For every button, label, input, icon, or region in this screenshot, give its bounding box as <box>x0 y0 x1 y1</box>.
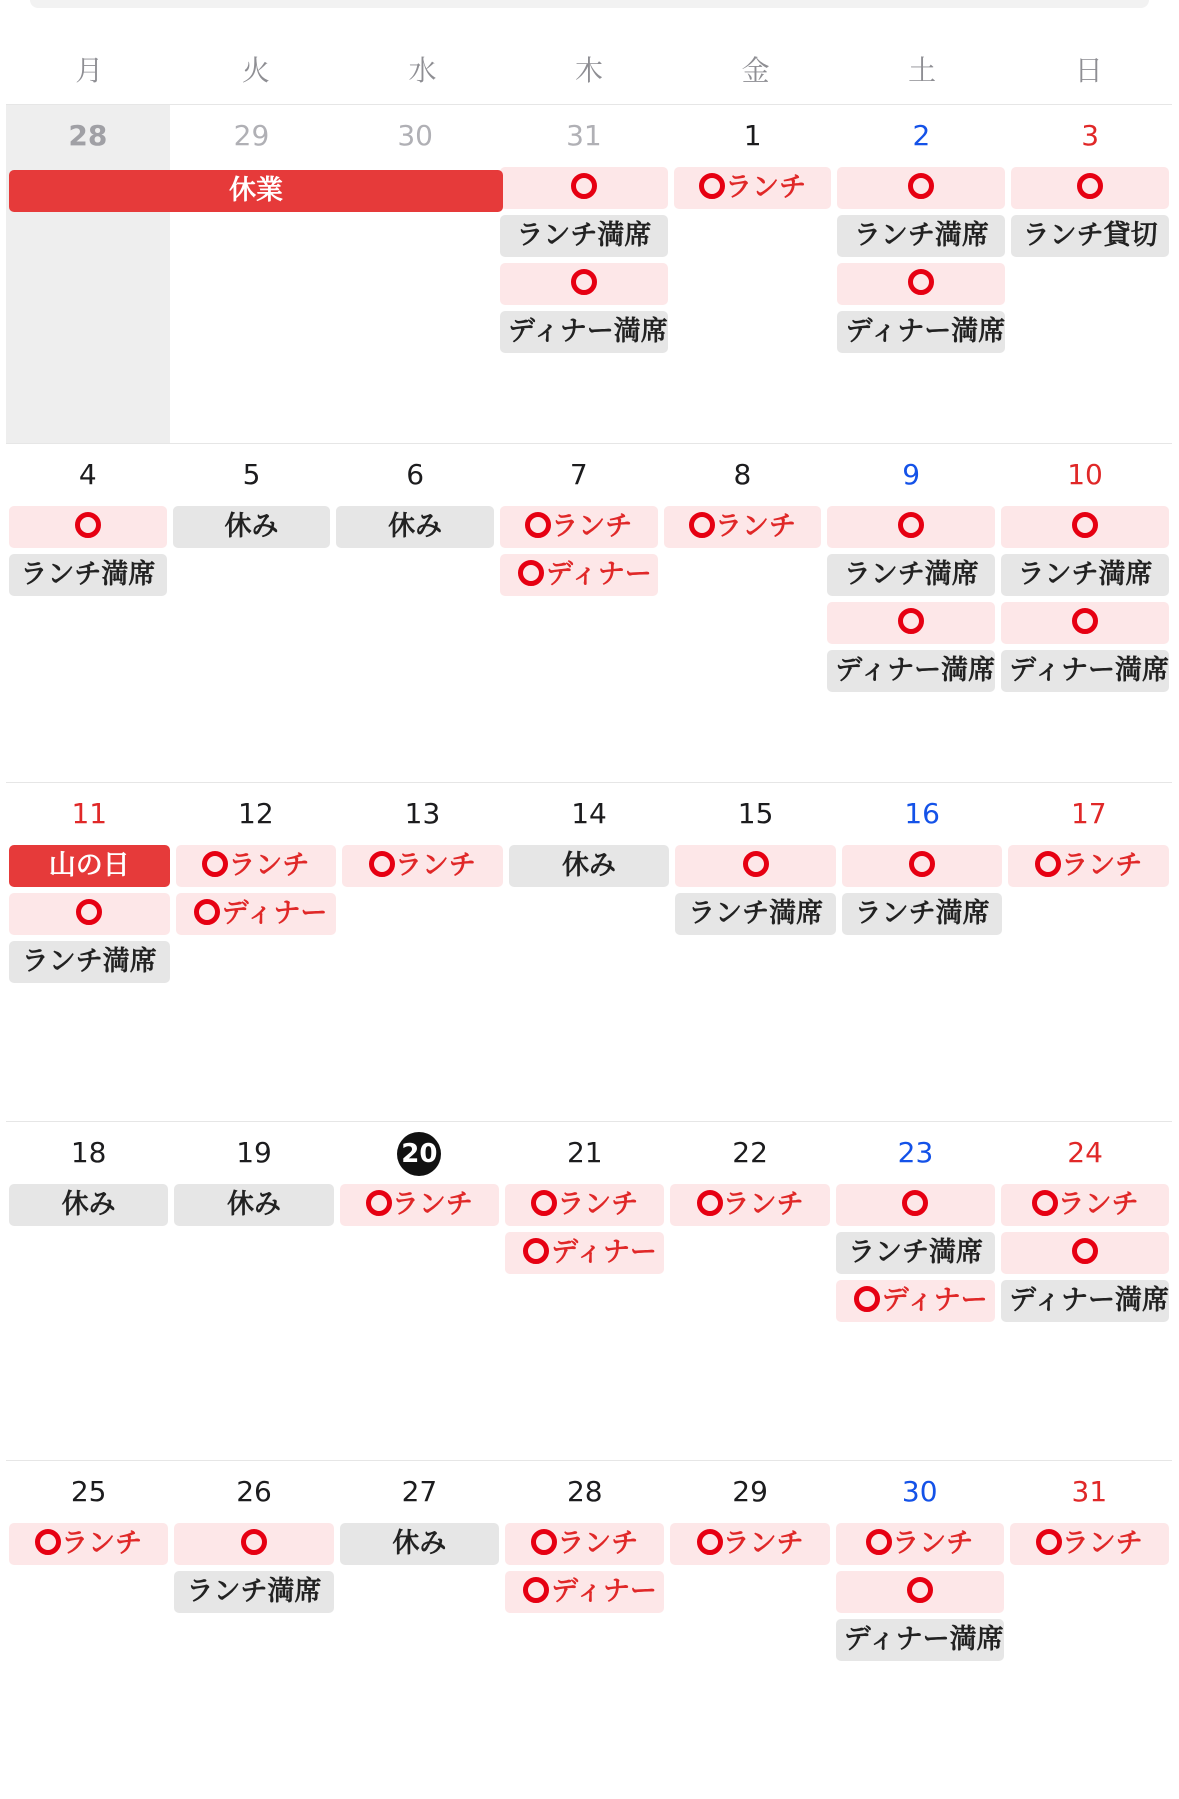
circle-icon <box>1035 851 1061 877</box>
day-number: 27 <box>401 1475 438 1508</box>
weekday-sun: 日 <box>1074 54 1103 87</box>
circle-icon <box>241 1529 267 1555</box>
status-chip[interactable] <box>1011 215 1169 257</box>
day-cell[interactable] <box>170 105 334 443</box>
chip-label: ランチ満席 <box>21 946 157 977</box>
status-chip[interactable] <box>500 215 668 257</box>
chip-label: 休み <box>388 511 443 542</box>
circle-icon <box>1072 512 1098 538</box>
day-events <box>6 1184 171 1226</box>
day-events <box>497 167 671 353</box>
day-number: 21 <box>566 1136 603 1169</box>
status-chip[interactable] <box>509 845 670 887</box>
weekday-sat: 土 <box>908 54 937 87</box>
chip-label: ランチ <box>722 1189 804 1220</box>
status-chip[interactable] <box>9 1184 168 1226</box>
day-events <box>834 167 1008 353</box>
chip-label: ディナー満席 <box>1009 655 1169 686</box>
day-number: 31 <box>566 119 602 152</box>
chip-label: ディナー <box>221 898 328 929</box>
calendar-week <box>6 443 1172 782</box>
circle-icon <box>525 512 551 538</box>
weekday-wed: 水 <box>408 54 437 87</box>
chip-label: ディナー満席 <box>845 316 1006 347</box>
day-events <box>506 845 673 887</box>
availability-chip[interactable] <box>670 1523 829 1565</box>
availability-chip[interactable] <box>505 1571 664 1613</box>
availability-chip[interactable] <box>664 506 822 548</box>
availability-chip[interactable] <box>836 1523 1004 1565</box>
availability-chip[interactable] <box>176 893 337 935</box>
status-chip[interactable] <box>336 506 494 548</box>
day-cell[interactable] <box>502 1122 667 1460</box>
day-cell[interactable] <box>661 444 825 782</box>
chip-label: ランチ満席 <box>1017 559 1153 590</box>
status-chip[interactable] <box>173 506 331 548</box>
day-events <box>824 506 998 692</box>
status-chip[interactable] <box>836 1619 1004 1661</box>
day-cell[interactable] <box>502 1461 667 1799</box>
day-events <box>337 1184 502 1226</box>
availability-chip[interactable] <box>836 1571 1004 1613</box>
weekday-header <box>6 40 1172 102</box>
day-events <box>833 1184 998 1322</box>
chip-label: 休み <box>61 1189 116 1220</box>
day-events <box>998 1184 1172 1322</box>
day-events <box>839 845 1006 935</box>
day-number: 10 <box>1067 458 1103 491</box>
day-events <box>6 1523 171 1565</box>
circle-icon <box>518 560 544 586</box>
day-number: 25 <box>70 1475 107 1508</box>
day-cell[interactable] <box>1007 1461 1172 1799</box>
availability-chip[interactable] <box>1001 506 1169 548</box>
day-number: 16 <box>904 797 940 830</box>
circle-icon <box>531 1190 557 1216</box>
status-chip[interactable] <box>1001 1280 1169 1322</box>
circle-icon <box>898 608 924 634</box>
chip-label: ランチ <box>394 850 476 881</box>
availability-chip[interactable] <box>1001 1184 1169 1226</box>
day-number: 30 <box>397 119 433 152</box>
availability-chip[interactable] <box>505 1523 664 1565</box>
day-cell[interactable] <box>333 444 497 782</box>
day-number: 12 <box>238 797 274 830</box>
status-chip[interactable] <box>1001 554 1169 596</box>
availability-chip[interactable] <box>505 1184 664 1226</box>
availability-chip[interactable] <box>837 167 1005 209</box>
chip-label: ランチ満席 <box>516 220 652 251</box>
availability-chip[interactable] <box>9 1523 168 1565</box>
day-events <box>502 1523 667 1613</box>
status-chip[interactable] <box>174 1571 333 1613</box>
day-events <box>998 506 1172 692</box>
holiday-chip[interactable] <box>9 845 170 887</box>
circle-icon <box>1072 608 1098 634</box>
top-handle-strip <box>30 0 1149 8</box>
day-number: 1 <box>743 119 762 152</box>
chip-label: ランチ満席 <box>20 559 156 590</box>
status-chip[interactable] <box>1001 650 1169 692</box>
chip-label: ランチ <box>557 1528 639 1559</box>
day-number: 7 <box>569 458 588 491</box>
circle-icon <box>76 899 102 925</box>
day-number: 5 <box>242 458 261 491</box>
chip-label: ランチ満席 <box>853 220 989 251</box>
day-cell[interactable] <box>6 783 173 1121</box>
circle-icon <box>909 851 935 877</box>
availability-chip[interactable] <box>674 167 832 209</box>
weekday-fri: 金 <box>741 54 770 87</box>
circle-icon <box>35 1529 61 1555</box>
status-chip[interactable] <box>500 311 668 353</box>
weekday-thu: 木 <box>575 54 604 87</box>
day-number: 29 <box>732 1475 768 1508</box>
day-cell[interactable] <box>824 444 998 782</box>
status-chip[interactable] <box>9 941 170 983</box>
chip-label: ランチ満席 <box>186 1576 322 1607</box>
availability-chip[interactable] <box>340 1184 499 1226</box>
day-cell[interactable] <box>497 105 671 443</box>
availability-chip[interactable] <box>342 845 503 887</box>
availability-chip[interactable] <box>174 1523 333 1565</box>
day-events <box>661 506 825 548</box>
circle-icon <box>366 1190 392 1216</box>
day-number: 22 <box>732 1136 768 1169</box>
circle-icon <box>689 512 715 538</box>
circle-icon <box>1072 1238 1098 1264</box>
status-chip[interactable] <box>827 554 995 596</box>
chip-label: ディナー <box>551 1237 657 1268</box>
day-events <box>1008 167 1172 257</box>
chip-label: ランチ満席 <box>847 1237 983 1268</box>
availability-chip[interactable] <box>500 167 668 209</box>
circle-icon <box>898 512 924 538</box>
status-chip[interactable] <box>837 215 1005 257</box>
circle-icon <box>866 1529 892 1555</box>
status-chip[interactable] <box>836 1232 995 1274</box>
status-chip[interactable] <box>174 1184 333 1226</box>
availability-chip[interactable] <box>9 506 167 548</box>
day-events <box>173 845 340 935</box>
day-number: 28 <box>68 119 108 152</box>
availability-chip[interactable] <box>1001 1232 1169 1274</box>
day-number: 19 <box>236 1136 272 1169</box>
circle-icon <box>1036 1529 1062 1555</box>
status-chip[interactable] <box>675 893 836 935</box>
availability-chip[interactable] <box>500 506 658 548</box>
day-cell[interactable] <box>6 1122 171 1460</box>
chip-label: ランチ満席 <box>854 898 990 929</box>
day-number: 24 <box>1067 1136 1103 1169</box>
availability-chip[interactable] <box>1008 845 1169 887</box>
day-events <box>171 1523 336 1613</box>
chip-label: 休み <box>562 850 617 881</box>
availability-chip[interactable] <box>827 506 995 548</box>
day-events <box>667 1184 832 1226</box>
day-number: 29 <box>233 119 270 152</box>
circle-icon <box>1032 1190 1058 1216</box>
chip-label: ディナー満席 <box>507 316 668 347</box>
day-cell[interactable] <box>833 1122 998 1460</box>
availability-chip[interactable] <box>837 263 1005 305</box>
weekday-tue: 火 <box>241 54 270 87</box>
day-events <box>672 845 839 935</box>
circle-icon <box>523 1238 549 1264</box>
day-number: 23 <box>897 1136 934 1169</box>
day-cell[interactable] <box>998 444 1172 782</box>
chip-label: ランチ <box>722 1528 804 1559</box>
availability-chip[interactable] <box>670 1184 829 1226</box>
circle-icon <box>531 1529 557 1555</box>
status-chip[interactable] <box>9 554 167 596</box>
status-chip[interactable] <box>837 311 1005 353</box>
day-cell[interactable] <box>672 783 839 1121</box>
day-cell[interactable] <box>337 1122 502 1460</box>
circle-icon <box>369 851 395 877</box>
day-events <box>502 1184 667 1274</box>
day-cell[interactable] <box>1005 783 1172 1121</box>
day-cell[interactable] <box>173 783 340 1121</box>
chip-label: ランチ満席 <box>688 898 824 929</box>
chip-label: 休み <box>224 511 279 542</box>
day-events <box>171 1184 336 1226</box>
day-cell[interactable] <box>667 1122 832 1460</box>
day-events <box>6 506 170 596</box>
day-events <box>337 1523 502 1565</box>
chip-label: ランチ <box>557 1189 639 1220</box>
day-events <box>671 167 835 209</box>
chip-label: ディナー <box>551 1576 657 1607</box>
day-number <box>337 1122 502 1184</box>
chip-label: ディナー満席 <box>1009 1285 1169 1316</box>
day-events <box>6 845 173 983</box>
day-cell[interactable] <box>333 105 497 443</box>
day-cell[interactable] <box>339 783 506 1121</box>
day-number: 17 <box>1070 797 1107 830</box>
calendar-grid <box>6 104 1172 1799</box>
chip-label: ランチ <box>391 1189 473 1220</box>
day-cell[interactable] <box>171 1461 336 1799</box>
availability-chip[interactable] <box>1011 167 1169 209</box>
chip-label: ランチ <box>551 511 633 542</box>
calendar-week <box>6 1460 1172 1799</box>
day-number: 9 <box>902 458 921 491</box>
circle-icon <box>194 899 220 925</box>
day-events <box>1007 1523 1172 1565</box>
circle-icon <box>697 1529 723 1555</box>
day-events <box>339 845 506 887</box>
day-number: 28 <box>566 1475 603 1508</box>
circle-icon <box>854 1286 880 1312</box>
day-cell[interactable] <box>506 783 673 1121</box>
circle-icon <box>571 269 597 295</box>
availability-chip[interactable] <box>500 263 668 305</box>
status-chip[interactable] <box>340 1523 499 1565</box>
day-cell[interactable] <box>1008 105 1172 443</box>
closed-period-bar[interactable]: 休業 <box>9 170 503 212</box>
chip-label: ランチ満席 <box>843 559 979 590</box>
chip-label: ランチ <box>228 850 310 881</box>
day-cell[interactable] <box>998 1122 1172 1460</box>
day-number: 14 <box>571 797 607 830</box>
chip-label: ディナー <box>881 1285 988 1316</box>
circle-icon <box>75 512 101 538</box>
day-cell[interactable] <box>834 105 1008 443</box>
circle-icon <box>571 173 597 199</box>
day-number: 26 <box>236 1475 272 1508</box>
day-events <box>1005 845 1172 887</box>
chip-label: ランチ貸切 <box>1022 220 1158 251</box>
availability-chip[interactable] <box>500 554 658 596</box>
day-cell[interactable] <box>171 1122 336 1460</box>
weekday-mon: 月 <box>75 54 104 87</box>
circle-icon <box>902 1190 928 1216</box>
calendar-week <box>6 782 1172 1121</box>
chip-label: 休み <box>392 1528 447 1559</box>
day-cell[interactable] <box>833 1461 1007 1799</box>
day-events <box>170 506 334 548</box>
chip-label: ランチ <box>61 1528 143 1559</box>
chip-label: ディナー満席 <box>835 655 996 686</box>
day-cell[interactable] <box>839 783 1006 1121</box>
day-events <box>833 1523 1007 1661</box>
day-number: 2 <box>912 119 931 152</box>
day-number: 13 <box>404 797 441 830</box>
circle-icon <box>1077 173 1103 199</box>
day-cell[interactable] <box>667 1461 832 1799</box>
day-number: 15 <box>737 797 774 830</box>
circle-icon <box>908 269 934 295</box>
day-number: 3 <box>1081 119 1100 152</box>
chip-label: 休み <box>227 1189 282 1220</box>
availability-chip[interactable] <box>836 1280 995 1322</box>
availability-chip[interactable] <box>842 845 1003 887</box>
chip-label: ランチ <box>1057 1189 1139 1220</box>
circle-icon <box>743 851 769 877</box>
chip-label: ランチ <box>1061 850 1143 881</box>
chip-label: 山の日 <box>48 850 130 881</box>
status-chip[interactable] <box>842 893 1003 935</box>
day-number: 18 <box>70 1136 107 1169</box>
circle-icon <box>699 173 725 199</box>
chip-label: ランチ <box>1061 1528 1143 1559</box>
circle-icon <box>697 1190 723 1216</box>
day-cell[interactable] <box>497 444 661 782</box>
availability-chip[interactable] <box>827 602 995 644</box>
day-number: 4 <box>78 458 97 491</box>
day-number: 8 <box>733 458 752 491</box>
today-marker: 20 <box>397 1132 441 1176</box>
day-events <box>497 506 661 596</box>
day-cell[interactable] <box>6 105 170 443</box>
availability-chip[interactable] <box>1001 602 1169 644</box>
day-cell[interactable] <box>6 444 170 782</box>
day-number: 30 <box>901 1475 938 1508</box>
circle-icon <box>908 173 934 199</box>
day-cell[interactable] <box>671 105 835 443</box>
chip-label: ランチ <box>725 172 807 203</box>
circle-icon <box>907 1577 933 1603</box>
day-events <box>667 1523 832 1565</box>
day-events <box>333 506 497 548</box>
calendar-week <box>6 1121 1172 1460</box>
calendar-week <box>6 104 1172 443</box>
day-number: 11 <box>71 797 108 830</box>
circle-icon <box>202 851 228 877</box>
availability-chip[interactable] <box>836 1184 995 1226</box>
availability-chip[interactable] <box>675 845 836 887</box>
availability-chip[interactable] <box>9 893 170 935</box>
day-number: 31 <box>1071 1475 1108 1508</box>
day-cell[interactable] <box>337 1461 502 1799</box>
availability-chip[interactable] <box>1010 1523 1169 1565</box>
chip-label: ランチ <box>714 511 796 542</box>
availability-chip[interactable] <box>505 1232 664 1274</box>
chip-label: ディナー <box>545 559 652 590</box>
status-chip[interactable] <box>827 650 995 692</box>
chip-label: ディナー満席 <box>843 1624 1004 1655</box>
availability-chip[interactable] <box>176 845 337 887</box>
circle-icon <box>523 1577 549 1603</box>
day-cell[interactable] <box>170 444 334 782</box>
day-cell[interactable] <box>6 1461 171 1799</box>
chip-label: ランチ <box>892 1528 974 1559</box>
day-number: 6 <box>406 458 425 491</box>
